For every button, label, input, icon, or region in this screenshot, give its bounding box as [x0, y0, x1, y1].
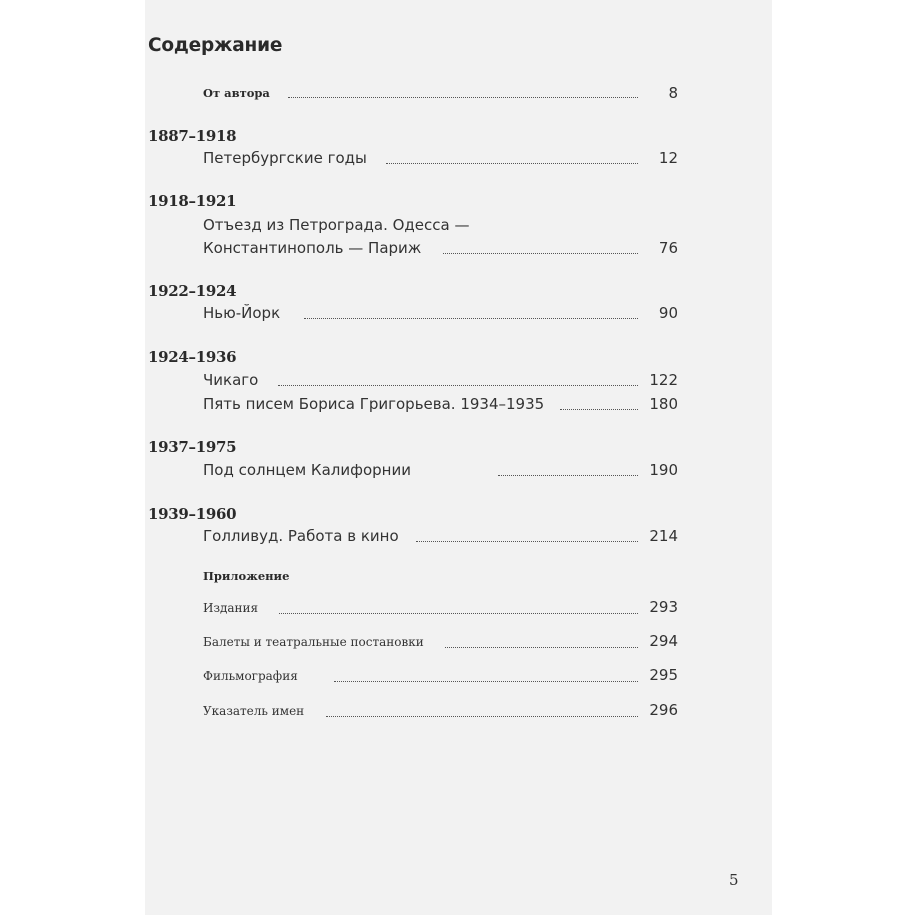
page-number: 12	[658, 149, 678, 167]
appendix-heading: Приложение	[203, 569, 290, 583]
page-number: 180	[649, 395, 678, 413]
page-number: 295	[649, 666, 678, 684]
page-number: 214	[649, 527, 678, 545]
leader-dots	[288, 97, 638, 98]
appendix-entry: Издания	[203, 601, 259, 615]
toc-entry: Петербургские годы	[203, 149, 367, 167]
section-years: 1887–1918	[148, 127, 237, 145]
page-number: 8	[668, 84, 678, 102]
page-number: 296	[649, 701, 678, 719]
page-folio: 5	[729, 871, 739, 889]
section-years: 1939–1960	[148, 505, 237, 523]
section-years: 1922–1924	[148, 282, 237, 300]
section-years: 1937–1975	[148, 438, 237, 456]
page-number: 190	[649, 461, 678, 479]
leader-dots	[416, 541, 638, 542]
toc-entry-line1: Отъезд из Петрограда. Одесса —	[203, 216, 470, 234]
page-number: 76	[658, 239, 678, 257]
section-years: 1918–1921	[148, 192, 237, 210]
leader-dots	[560, 409, 638, 410]
toc-entry: Нью-Йорк	[203, 304, 281, 322]
leader-dots	[443, 253, 638, 254]
appendix-entry: Балеты и театральные постановки	[203, 635, 424, 649]
page-number: 90	[658, 304, 678, 322]
leader-dots	[498, 475, 638, 476]
page-number: 293	[649, 598, 678, 616]
leader-dots	[304, 318, 638, 319]
section-years: 1924–1936	[148, 348, 237, 366]
toc-entry-line2: Константинополь — Париж	[203, 239, 422, 257]
toc-entry: Пять писем Бориса Григорьева. 1934–1935	[203, 395, 545, 413]
leader-dots	[334, 681, 638, 682]
book-page	[145, 0, 772, 915]
leader-dots	[326, 716, 638, 717]
appendix-entry: Фильмография	[203, 669, 298, 683]
toc-entry: Под солнцем Калифорнии	[203, 461, 411, 479]
toc-entry: Голливуд. Работа в кино	[203, 527, 399, 545]
leader-dots	[278, 385, 638, 386]
toc-entry-foreword: От автора	[203, 86, 270, 100]
toc-heading: Содержание	[148, 35, 283, 56]
page-number: 122	[649, 371, 678, 389]
leader-dots	[386, 163, 638, 164]
toc-entry: Чикаго	[203, 371, 259, 389]
page-number: 294	[649, 632, 678, 650]
appendix-entry: Указатель имен	[203, 704, 305, 718]
leader-dots	[445, 647, 638, 648]
leader-dots	[279, 613, 638, 614]
